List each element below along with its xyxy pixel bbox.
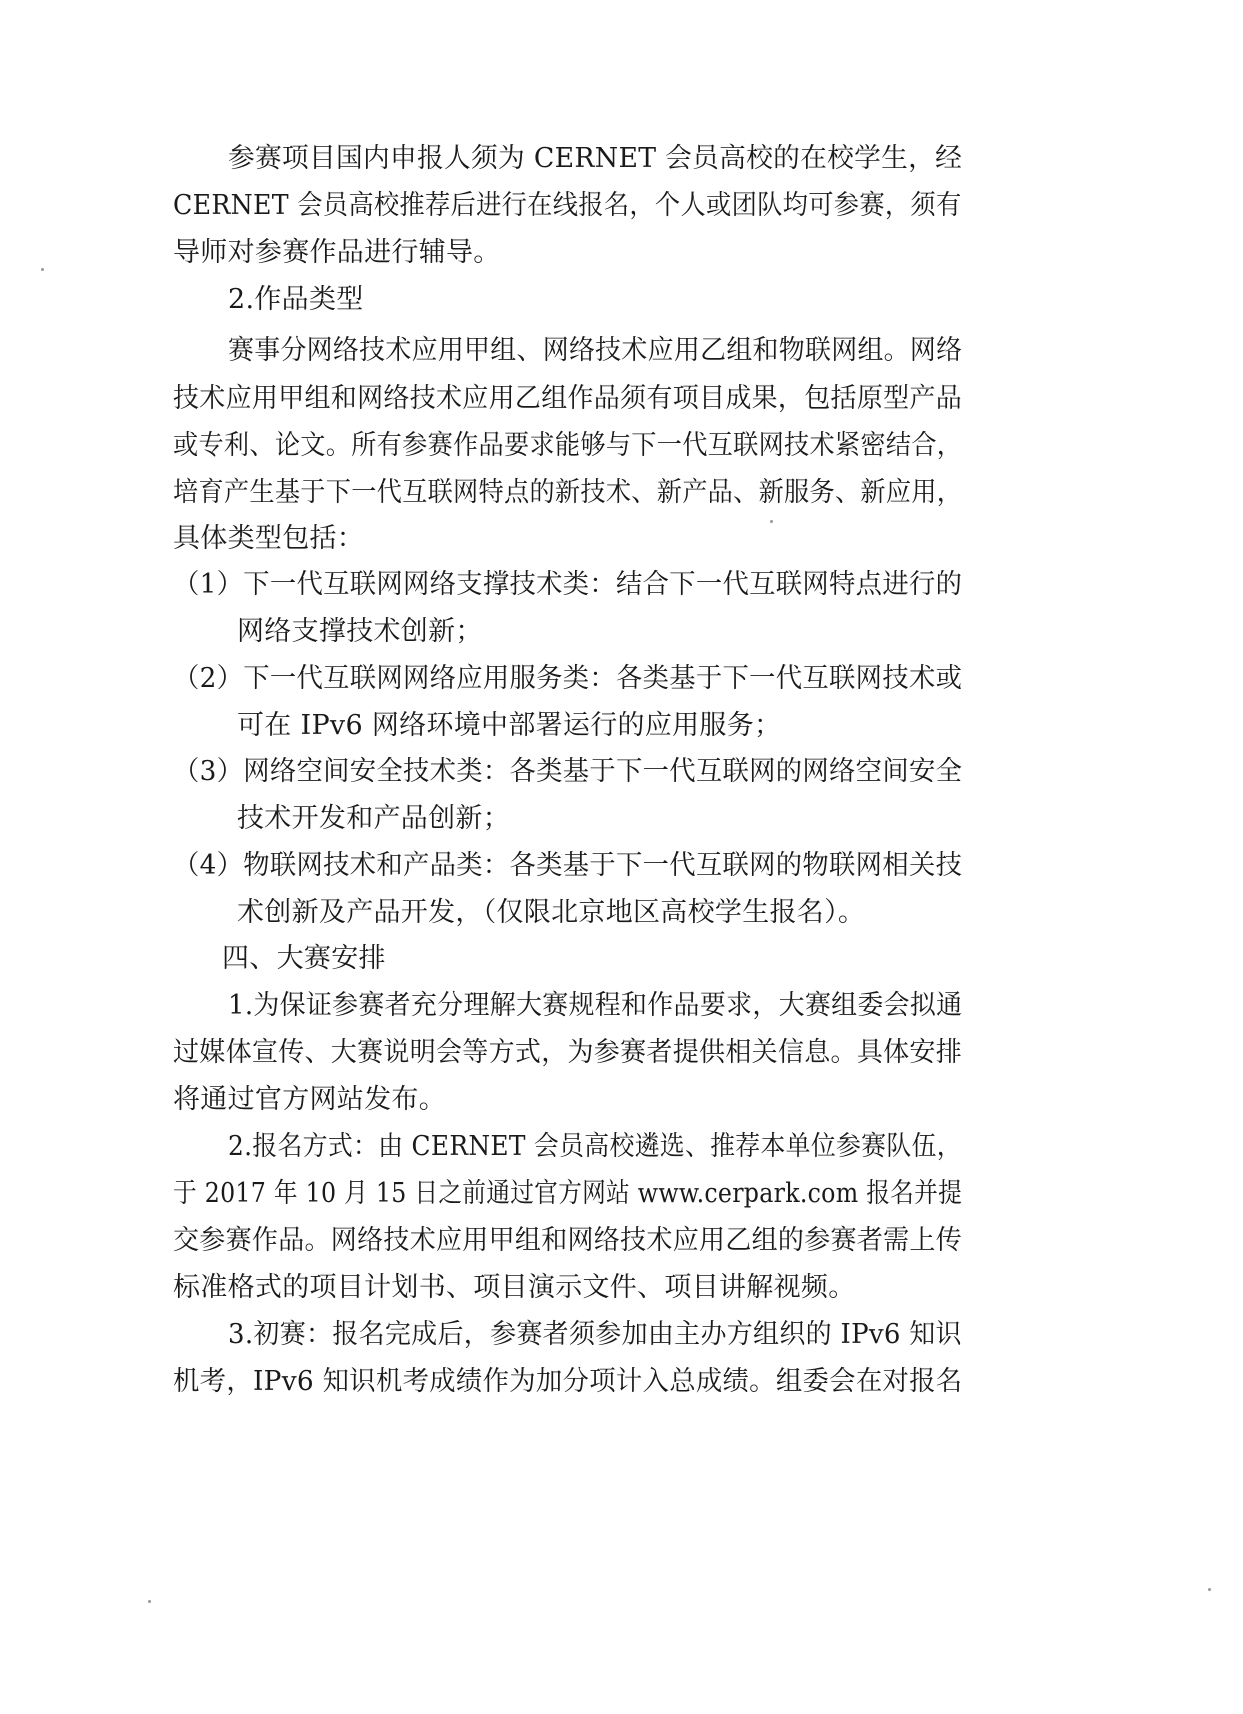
text-line: 2.报名方式：由 CERNET 会员高校遴选、推荐本单位参赛队伍，: [228, 1131, 962, 1162]
text-line: 具体类型包括：: [173, 523, 365, 554]
text-line: 交参赛作品。网络技术应用甲组和网络技术应用乙组的参赛者需上传: [173, 1225, 963, 1256]
scan-speck: [41, 268, 44, 271]
scan-speck: [1208, 1588, 1211, 1591]
text-line: 技术应用甲组和网络技术应用乙组作品须有项目成果，包括原型产品: [173, 383, 963, 414]
list-item: （4）物联网技术和产品类：各类基于下一代互联网的物联网相关技: [173, 850, 963, 881]
text-line: CERNET 会员高校推荐后进行在线报名，个人或团队均可参赛，须有: [173, 190, 962, 221]
text-line: 机考，IPv6 知识机考成绩作为加分项计入总成绩。组委会在对报名: [173, 1366, 963, 1397]
section-heading: 四、大赛安排: [222, 943, 386, 974]
scan-speck: [770, 520, 773, 523]
scan-speck: [148, 1600, 151, 1603]
text-line: 将通过官方网站发布。: [173, 1084, 446, 1115]
list-item: （1）下一代互联网网络支撑技术类：结合下一代互联网特点进行的: [173, 569, 963, 600]
list-item-continuation: 网络支撑技术创新；: [237, 616, 483, 647]
text-line: 于 2017 年 10 月 15 日之前通过官方网站 www.cerpark.com 报名并提: [173, 1178, 963, 1209]
list-item-continuation: 可在 IPv6 网络环境中部署运行的应用服务；: [237, 710, 782, 741]
text-line: 或专利、论文。所有参赛作品要求能够与下一代互联网技术紧密结合，: [173, 430, 963, 461]
text-line: 导师对参赛作品进行辅导。: [173, 237, 501, 268]
list-item: （2）下一代互联网网络应用服务类：各类基于下一代互联网技术或: [173, 663, 963, 694]
list-item-continuation: 术创新及产品开发，（仅限北京地区高校学生报名）。: [237, 897, 866, 928]
section-heading: 2.作品类型: [228, 284, 364, 315]
text-line: 标准格式的项目计划书、项目演示文件、项目讲解视频。: [173, 1272, 856, 1303]
text-line: 1.为保证参赛者充分理解大赛规程和作品要求，大赛组委会拟通: [228, 990, 963, 1021]
list-item-continuation: 技术开发和产品创新；: [237, 803, 510, 834]
text-line: 培育产生基于下一代互联网特点的新技术、新产品、新服务、新应用，: [173, 477, 963, 508]
text-line: 赛事分网络技术应用甲组、网络技术应用乙组和物联网组。网络: [228, 335, 963, 366]
text-line: 过媒体宣传、大赛说明会等方式，为参赛者提供相关信息。具体安排: [173, 1037, 963, 1068]
list-item: （3）网络空间安全技术类：各类基于下一代互联网的网络空间安全: [173, 756, 963, 787]
text-line: 3.初赛：报名完成后，参赛者须参加由主办方组织的 IPv6 知识: [228, 1319, 962, 1350]
text-line: 参赛项目国内申报人须为 CERNET 会员高校的在校学生，经: [228, 143, 963, 174]
